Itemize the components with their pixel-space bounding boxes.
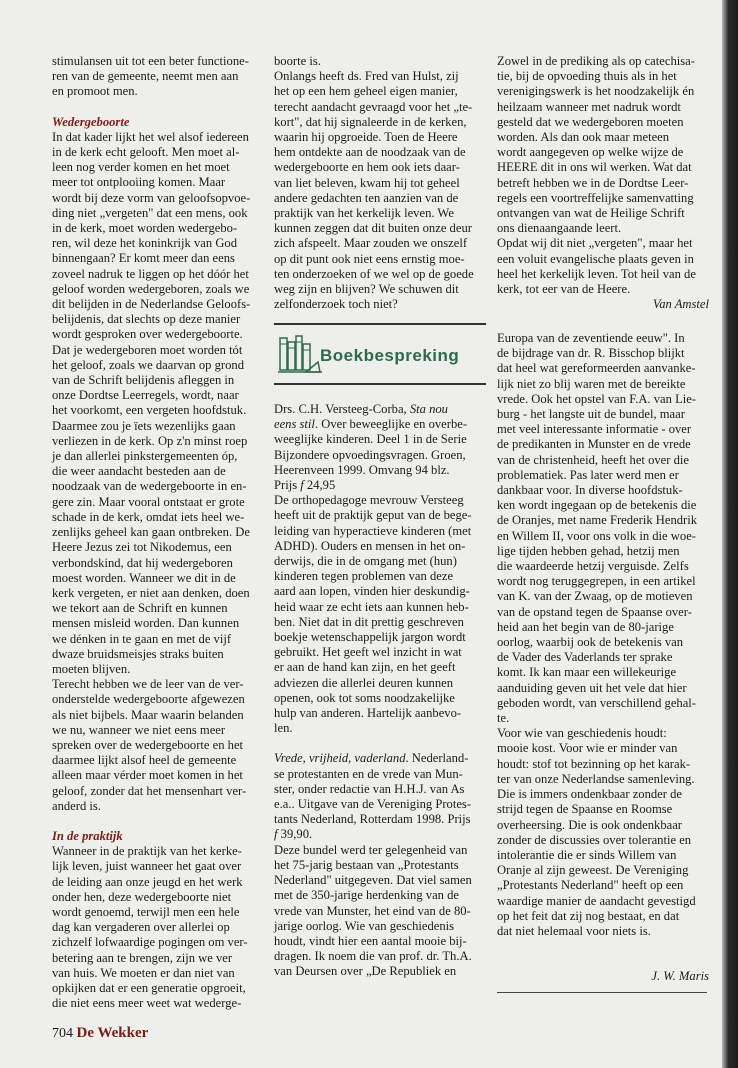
text-line: de leiding aan onze jeugd en het werk (52, 874, 243, 889)
text-line: belijdenis, dat slechts op deze manier (52, 312, 241, 327)
paragraph (52, 54, 262, 100)
text-line: we dénken in te gaan en met de vijf (52, 631, 232, 646)
text-line: ben. Niet dat in dit prettig geschreven (274, 614, 464, 629)
text-line: De orthopedagoge mevrouw Versteeg (274, 493, 464, 508)
review-paragraph (274, 751, 486, 979)
text-line: in de kerk echt gelooft. Men moet al- (52, 145, 240, 160)
text-line: onderstelde wedergeboorte afgewezen (52, 692, 245, 707)
banner-title: Boekbespreking (320, 346, 460, 365)
text-line: we nu, wanneer we niet eens meer (52, 722, 226, 737)
text-line: geloof, zonder dat het mensenhart ver- (52, 783, 247, 798)
text-line: Drs. C.H. Versteeg-Corba, Sta nou (274, 402, 448, 416)
text-line: het op een hem geheel eigen manier, (274, 84, 458, 99)
text-line: ren van de gemeente, neemt men aan (52, 69, 239, 84)
text-line: gesteld dat we wedergeboren moeten (497, 114, 684, 129)
text-line: het voorkomt, een vergeten hoofdstuk. (52, 403, 247, 418)
text-line: overheersing. Die is ook ondenkbaar (497, 817, 683, 832)
text-line: houdt, vindt hier een aantal mooie bij- (274, 933, 467, 948)
text-line: de Oranjes, met name Frederik Hendrik (497, 513, 698, 528)
text-line: daarmee lijkt alsof heel de gemeente (52, 753, 237, 768)
text-line: betreft hebben we in de Dordtse Leer- (497, 175, 689, 190)
text-line: met veel interessante informatie - over (497, 422, 692, 437)
text-line: van Deursen over „De Republiek en (274, 964, 457, 979)
text-line: Prijs f 24,95 (274, 478, 336, 493)
text-line: problematiek. Pas later werd men er (497, 467, 679, 482)
text-line: van K. van der Zwaag, op de motieven (497, 589, 693, 604)
text-line: praktijk van het kerkelijk leven. We (274, 206, 454, 221)
review-signature: J. W. Maris (651, 969, 709, 984)
text-line: op dit punt ook niet eens ernstig moe- (274, 251, 465, 266)
text-line: weg zijn en blijven? We schuwen dit (274, 282, 459, 297)
text-line: ster, onder redactie van H.H.J. van As (274, 781, 465, 796)
text-line: burg - het langste uit de bundel, maar (497, 407, 685, 422)
text-line: wordt genoemd, terwijl men een hele (52, 904, 240, 919)
text-line: Voor wie van geschiedenis houdt: (497, 726, 667, 741)
banner-rule-bottom (274, 383, 486, 385)
text-line: kerk vergeten, er niet aan denken, doen (52, 585, 250, 600)
text-line: en promoot men. (52, 84, 138, 99)
text-line: heilzaam wanneer met nadruk wordt (497, 99, 681, 114)
text-line: binnengaan? Er komt meer dan eens (52, 251, 235, 266)
section-heading-in-de-praktijk: In de praktijk (52, 828, 123, 843)
end-rule (497, 992, 707, 993)
text-line: openen, ook tot soms noodzakelijke (274, 690, 455, 705)
review-paragraph (274, 402, 486, 736)
text-line: ren, wil deze het koninkrijk van God (52, 236, 238, 251)
books-icon (278, 332, 322, 376)
text-line: aard aan lopen, vinden hier deskundig- (274, 584, 470, 599)
text-line: wordt aangegeven op welke wijze de (497, 145, 684, 160)
text-line: van de christenheid, heeft het over die (497, 452, 689, 467)
text-line: heid aan het begin van de 80-jarige (497, 619, 674, 634)
text-line: we tekort aan de Schrift en kunnen (52, 601, 228, 616)
text-line: die waardeerde hetzij verguisde. Zelfs (497, 559, 689, 574)
text-line: moest worden. Wanneer we dit in de (52, 570, 236, 585)
text-line: het geloof, zoals we daarvan op grond (52, 357, 244, 372)
text-line: dat heel wat gereformeerden aanvanke- (497, 361, 696, 376)
text-line: kort", dat hij signaleerde in de kerken, (274, 114, 467, 129)
text-line: zichzelf lofwaardige pogingen om ver- (52, 935, 248, 950)
text-line: kerk, tot eer van de Heere. (497, 282, 631, 297)
text-line: Daarmee zou je ïets wezenlijks gaan (52, 418, 236, 433)
text-line: Nederland" uitgegeven. Dat viel samen (274, 873, 472, 888)
text-line: houdt: stof tot bezinning op het karak- (497, 756, 691, 771)
text-line: geloof worden wedergeboren, zoals we (52, 281, 250, 296)
text-line: spreken over de wedergeboorte en het (52, 737, 244, 752)
text-line: derwijs, die in de omgang met (hun) (274, 554, 457, 569)
text-line: lijk leven, juist wanneer het gaat over (52, 859, 242, 874)
text-line: Vrede, vrijheid, vaderland. Nederland- (274, 751, 469, 766)
text-line: dit belijden in de Nederlandse Geloofs- (52, 297, 251, 312)
text-line: jarige oorlog. Wie van geschiedenis (274, 918, 455, 933)
text-line: van liet beleven, kwam hij tot geheel (274, 175, 460, 190)
text-line: zenlijks geheel kan gaan ontbreken. De (52, 525, 250, 540)
text-line: zoveel nadruk te liggen op het dóór het (52, 266, 249, 281)
text-line: „Protestants Nederland" heeft op een (497, 878, 684, 893)
paragraph (52, 130, 262, 814)
text-line: kinderen tegen problemen van deze (274, 569, 454, 584)
text-line: mooie kost. Voor wie er minder van (497, 741, 678, 756)
text-line: ons dienaangaande leert. (497, 221, 622, 236)
text-line: van huis. We moeten er dan niet van (52, 965, 235, 980)
text-line: te. (497, 711, 510, 726)
text-line: in de kerk, moet worden wedergebo- (52, 221, 238, 236)
page-number: 704 (52, 1026, 73, 1041)
text-line: Heere Jezus zei tot Nikodemus, een (52, 540, 232, 555)
text-line: In dat kader lijkt het wel alsof iedereen (52, 129, 249, 144)
text-line: dag kan vergaderen over allerlei op (52, 920, 230, 935)
text-line: Onlangs heeft ds. Fred van Hulst, zij (274, 69, 459, 84)
text-line: waardige manier de aandacht gevestigd (497, 893, 696, 908)
text-line: intolerantie die er sinds Willem van (497, 847, 677, 862)
text-line: HEERE dit in ons wil werken. Wat dat (497, 160, 692, 175)
text-line: moeten blijven. (52, 661, 131, 676)
text-line: Heerenveen 1999. Omvang 94 blz. (274, 462, 450, 477)
text-line: Zowel in de prediking als op catechisa- (497, 54, 695, 68)
text-line: onder hen, deze wedergeboorte niet (52, 889, 232, 904)
text-line: lijk niet zo blij waren met de bereikte (497, 376, 686, 391)
text-line: van de Schrift belijdenis afleggen in (52, 373, 235, 388)
text-line: verliezen in de kerk. Op z'n minst roep (52, 433, 248, 448)
text-line: boekje wetenschappelijk jargon wordt (274, 630, 466, 645)
text-line: adviezen die allerlei deuren kunnen (274, 675, 454, 690)
magazine-name: De Wekker (76, 1025, 149, 1041)
text-line: zelfonderzoek toch niet? (274, 297, 398, 312)
text-line: tie, bij de opvoeding thuis als in het (497, 69, 677, 84)
text-line: heel het kerkelijk leven. Tot heil van de (497, 266, 696, 281)
text-line: e.a.. Uitgave van de Vereniging Protes- (274, 797, 472, 812)
text-line: hulp van anderen. Hartelijk aanbevo- (274, 706, 462, 721)
text-line: ten onderzoeken of we wel op de goede (274, 266, 474, 281)
text-line: stimulansen uit tot een beter functione- (52, 54, 249, 68)
text-line: de bijdrage van dr. R. Bisschop blijkt (497, 346, 685, 361)
book-review-banner (274, 318, 486, 394)
column-1 (52, 54, 262, 1011)
text-line: heeft uit de praktijk geput van de bege- (274, 508, 472, 523)
text-line: regels een voortreffelijke samenvatting (497, 190, 694, 205)
column-2-reviews (274, 402, 486, 980)
text-line: met de 350-jarige herdenking van de (274, 888, 459, 903)
text-line: noodzaak van de wedergeboorte in en- (52, 479, 247, 494)
text-line: meer tot ontplooiing komen. Maar (52, 175, 226, 190)
text-line: strijd tegen de Spaanse en Roomse (497, 802, 673, 817)
text-line: dwaze bruidsmeisjes straks buiten (52, 646, 224, 661)
text-line: er aan de hand kan zijn, en het geeft (274, 660, 456, 675)
text-line: lige tijden hebben gehad, hetzij men (497, 543, 680, 558)
text-line: mensen misleid worden. Dan kunnen (52, 616, 240, 631)
text-line: se protestanten en de vrede van Mun- (274, 766, 463, 781)
text-line: waarin hij opgroeide. Toen de Heere (274, 130, 458, 145)
text-line: het 75-jarig bestaan van „Protestants (274, 857, 459, 872)
text-line: len. (274, 721, 293, 736)
text-line: andere gedachten ten aanzien van de (274, 190, 459, 205)
column-3-review (497, 331, 709, 984)
text-line: vrede van Munster, het eind van de 80- (274, 903, 471, 918)
text-line: anderd is. (52, 798, 101, 813)
text-line: gebruikt. Het geeft wel inzicht in wat (274, 645, 462, 660)
text-line: Wanneer in de praktijk van het kerke- (52, 844, 242, 859)
text-line: die weer aandacht besteden aan de (52, 464, 226, 479)
text-line: Deze bundel werd ter gelegenheid van (274, 842, 468, 857)
text-line: ding niet „vergeten" dat een mens, ook (52, 205, 248, 220)
review-paragraph (497, 331, 709, 939)
text-line: wedergeboorte en hem ook iets daar- (274, 160, 460, 175)
text-line: geboden wordt, van verschillend gehal- (497, 695, 696, 710)
author-signature: Van Amstel (652, 297, 709, 312)
text-line: wordt gesproken over wedergeboorte. (52, 327, 243, 342)
text-line: boorte is. (274, 54, 321, 68)
text-line: komt. Ik kan maar een willekeurige (497, 665, 677, 680)
text-line: betering aan te brengen, zijn we ver (52, 950, 233, 965)
page-edge-shadow (722, 0, 738, 1068)
text-line: Dat je wedergeboren moet worden tót (52, 342, 243, 357)
text-line: verenigingswerk is het noodzakelijk én (497, 84, 695, 99)
text-line: Opdat wij dit niet „vergeten", maar het (497, 236, 693, 251)
text-line: gere zin. Maar vooral ontstaat er grote (52, 494, 245, 509)
text-line: ken wordt ingegaan op de betekenis die (497, 498, 697, 513)
section-heading-wedergeboorte: Wedergeboorte (52, 114, 130, 129)
text-line: f 39,90. (274, 827, 313, 842)
text-line: Die is immers ondenkbaar zonder de (497, 787, 682, 802)
text-line: ontvangen van wat de Heilige Schrift (497, 206, 685, 221)
paragraph (52, 844, 262, 1011)
banner-rule-top (274, 323, 486, 325)
paragraph (274, 54, 486, 312)
text-line: Terecht hebben we de leer van de ver- (52, 677, 244, 692)
text-line: Europa van de zeventiende eeuw". In (497, 331, 685, 345)
text-line: de predikanten in Munster en de vrede (497, 437, 691, 452)
text-line: vrede. Ook het opstel van F.A. van Lie- (497, 391, 697, 406)
text-line: worden. Als dan ook maar meteen (497, 130, 670, 145)
text-line: wordt nog teruggegrepen, in een artikel (497, 574, 696, 589)
text-line: en Willem II, voor ons volk in die woe- (497, 528, 696, 543)
text-line: dankbaar voor. In diverse hoofdstuk- (497, 483, 683, 498)
column-2-top (274, 54, 486, 312)
text-line: verbondskind, dat hij wedergeboren (52, 555, 233, 570)
text-line: wordt bij deze vorm van geloofsopvoe- (52, 190, 251, 205)
text-line: weeglijke kinderen. Deel 1 in de Serie (274, 432, 467, 447)
text-line: dat niet helemaal voor niets is. (497, 923, 651, 938)
text-line: als niet bijbels. Maar waarin belanden (52, 707, 244, 722)
text-line: terecht aandacht gevraagd voor het „te- (274, 99, 473, 114)
column-3-top (497, 54, 709, 312)
text-line: schade in de kerk, omdat iets heel we- (52, 509, 245, 524)
text-line: zich afspeelt. Maar zouden we onszelf (274, 236, 468, 251)
text-line: aanduiding geven uit het vele dat hier (497, 680, 687, 695)
text-line: ADHD). Ouders en mensen in het on- (274, 538, 466, 553)
text-line: een voluit evangelische plaats geven in (497, 251, 694, 266)
text-line: de Vader des Vaderlands ter sprake (497, 650, 673, 665)
text-line: je dan allerlei pinkstergemeenten óp, (52, 449, 238, 464)
text-line: tants Nederland, Rotterdam 1998. Prijs (274, 812, 471, 827)
text-line: onze Dordtse Leerregels, wordt, naar (52, 388, 239, 403)
text-line: zonder de discussies over tolerantie en (497, 832, 692, 847)
text-line: van de opstand tegen de Spaanse over- (497, 604, 692, 619)
paragraph (497, 54, 709, 297)
text-line: hem ontdekte aan de noodzaak van de (274, 145, 466, 160)
text-line: op het feit dat zij nog bestaat, en dat (497, 908, 680, 923)
text-line: oorlog, waarbij ook de betekenis van (497, 635, 684, 650)
text-line: kunnen zeggen dat dit buiten onze deur (274, 221, 472, 236)
text-line: alleen maar vérder moet komen in het (52, 768, 243, 783)
text-line: opkijken dat er een generatie opgroeit, (52, 980, 246, 995)
text-line: Bijzondere opvoedingsvragen. Groen, (274, 447, 466, 462)
page-footer (52, 1025, 148, 1042)
text-line: eens stil. Over beweeglijke en overbe- (274, 417, 468, 432)
text-line: die niet eens meer weet wat wederge- (52, 996, 242, 1011)
text-line: dragen. Ik noem die van prof. dr. Th.A. (274, 949, 472, 964)
text-line: leiding van hyperactieve kinderen (met (274, 523, 472, 538)
text-line: Oranje al zijn geweest. De Vereniging (497, 863, 689, 878)
text-line: ter van onze Nederlandse samenleving. (497, 771, 695, 786)
text-line: leen nog verder komen en het moet (52, 160, 230, 175)
text-line: heid waar ze echt iets aan kunnen heb- (274, 599, 469, 614)
